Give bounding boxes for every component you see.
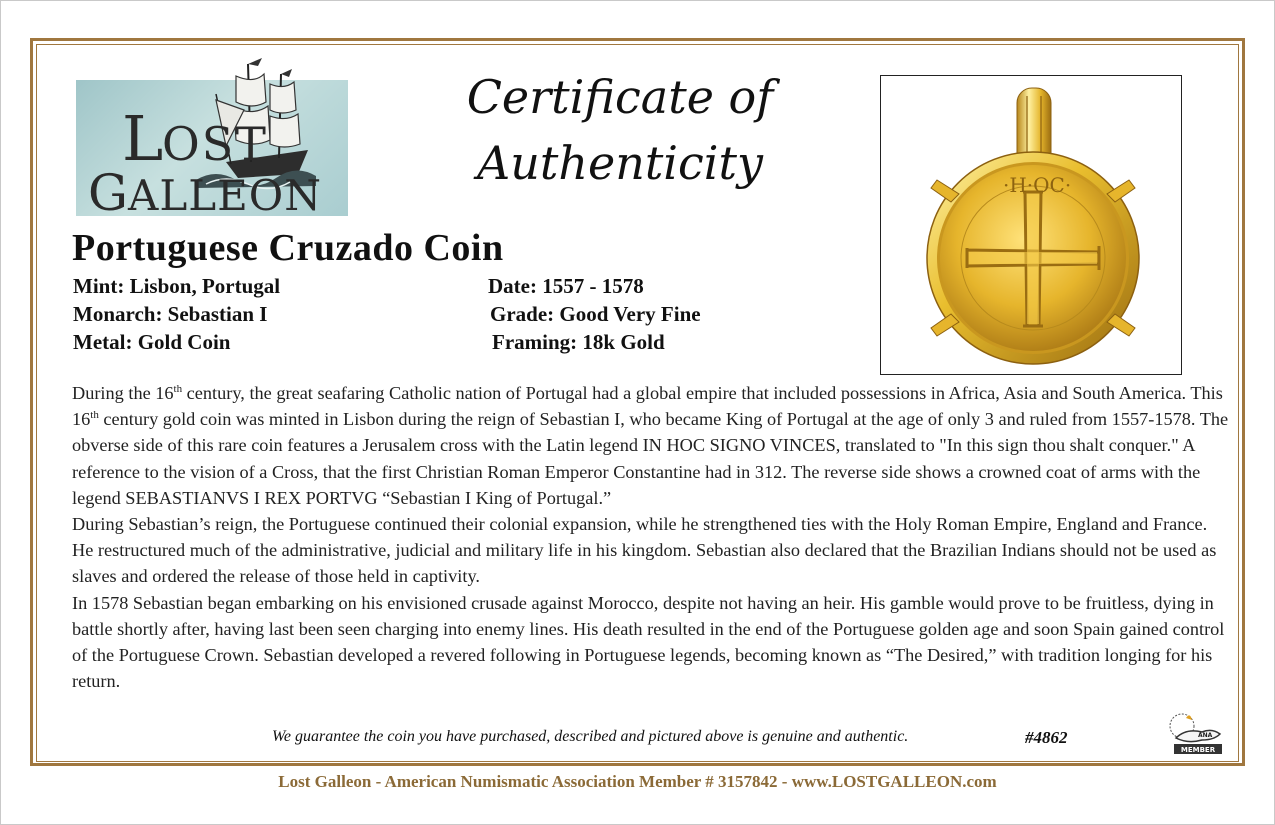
certificate-title-line2: Authenticity xyxy=(477,136,763,190)
description-text: During the 16 xyxy=(72,383,174,403)
ship-icon xyxy=(76,54,348,216)
svg-text:·H·OC·: ·H·OC· xyxy=(1003,173,1072,197)
footer-text: Lost Galleon - American Numismatic Association Member # 3157842 - www.LOSTGALLEON.com xyxy=(278,772,997,791)
svg-text:OST: OST xyxy=(162,117,268,171)
svg-text:L: L xyxy=(122,102,166,175)
certificate-title xyxy=(440,64,800,196)
svg-text:ALLEON: ALLEON xyxy=(128,171,322,216)
spec-monarch: Monarch: Sebastian I xyxy=(73,302,268,326)
description-paragraph-3: In 1578 Sebastian began embarking on his envisioned crusade against Morocco, despite not having an heir. His gamble would prove to be fruitless, dying in battle shortly after, having last been seen charging into enemy lines. His death resulted in the end of the Portuguese golden age and soon Spain gained control of the Portuguese Crown. Sebastian developed a revered following in Portuguese legends, becoming known as “The Desired,” with tradition longing for his return. xyxy=(72,592,1225,692)
spec-framing: Framing: 18k Gold xyxy=(492,330,665,354)
certificate-title-line1: Certificate of xyxy=(466,70,774,124)
superscript: th xyxy=(173,382,183,395)
description-paragraph-2: During Sebastian’s reign, the Portuguese continued their colonial expansion, while he strengthened ties with the Holy Roman Empire, England and France. He restructured much of the administrative, judicial and military life in his kingdom. Sebastian also declared that the Brazilian Indians should not be used as slaves and ordered the release of those held in captivity. xyxy=(72,514,1217,587)
spec-mint: Mint: Lisbon, Portugal xyxy=(73,274,281,298)
guarantee-statement: We guarantee the coin you have purchased, described and pictured above is genuine and authentic. xyxy=(272,728,909,745)
description-paragraph-1 xyxy=(72,380,1232,511)
superscript: th xyxy=(90,409,99,422)
spec-grade: Grade: Good Very Fine xyxy=(490,302,701,326)
ana-badge-bottom-text: MEMBER xyxy=(1180,746,1216,754)
certificate-number: #4862 xyxy=(1025,728,1068,747)
description xyxy=(72,380,1232,694)
ana-member-badge xyxy=(1168,712,1226,756)
gold-coin-pendant-icon xyxy=(881,76,1181,374)
svg-text:G: G xyxy=(88,164,129,216)
description-text: century gold coin was minted in Lisbon during the reign of Sebastian I, who became King of Portugal at the age of only 3 and ruled from 1557-1578. The obverse side of this rare coin features a Jerusalem cross with the Latin legend IN HOC SIGNO VINCES, translated to "In this sign thou shalt conquer." A reference to the vision of a Cross, that the first Christian Roman Emperor Constantine had in 312. The reverse side shows a crowned coat of arms with the legend SEBASTIANVS I REX PORTVG “Sebastian I King of Portugal.” xyxy=(72,409,1229,508)
ana-badge-top-text: ANA xyxy=(1198,732,1213,739)
lost-galleon-logo xyxy=(76,54,348,216)
spec-metal: Metal: Gold Coin xyxy=(73,330,231,354)
coin-title: Portuguese Cruzado Coin xyxy=(72,227,504,269)
description-text: century, the great seafaring Catholic nation of Portugal had a global empire that included possessions in Africa, Asia and South America. This 16 xyxy=(72,383,1223,430)
coin-image-frame xyxy=(880,75,1182,375)
spec-date: Date: 1557 - 1578 xyxy=(488,274,644,298)
ana-lamp-icon xyxy=(1168,712,1226,756)
